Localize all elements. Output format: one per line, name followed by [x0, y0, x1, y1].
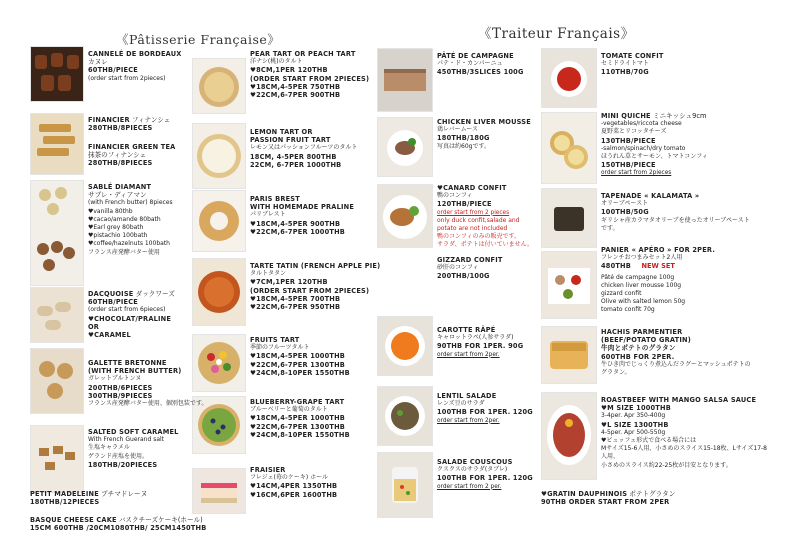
- item-name: ROASTBEEF WITH MANGO SALSA SAUCE: [601, 396, 757, 404]
- item-line: (order start from 6pieces): [88, 306, 166, 314]
- photo-tarte-tatin: [192, 258, 246, 326]
- item-line: (order start from 2pieces): [88, 74, 166, 82]
- item-line: OR: [88, 322, 100, 331]
- item-line: (with French butter) 8pieces: [88, 199, 173, 207]
- item-line: ゲランド産塩を使用。: [88, 452, 149, 460]
- photo-hachis: [541, 326, 597, 384]
- item-price: ♥22CM,6-7PER 950THB: [250, 303, 341, 312]
- item-price: 60THB/PIECE: [88, 298, 138, 307]
- new-set-badge: NEW SET: [641, 262, 675, 271]
- photo-couscous: [377, 452, 433, 518]
- photo-dacquoise: [30, 287, 84, 343]
- item-jp: フィナンシェ: [131, 116, 171, 124]
- item-dacquoise: [88, 290, 175, 339]
- item-line: ♥cacao/amande 80bath: [88, 215, 161, 223]
- item-line: ♥pistachio 100bath: [88, 232, 148, 240]
- item-line: フレンチおつまみセット2人用: [601, 254, 683, 262]
- item-note: order start from 2 per.: [437, 483, 502, 490]
- item-note: 鴨のコンフィのみの販売です。: [437, 233, 521, 241]
- item-blueberry-tart: [250, 398, 350, 439]
- photo-caramel: [30, 425, 84, 493]
- item-line: ♥CHOCOLAT/PRALINE: [88, 314, 172, 323]
- item-name: PETIT MADELEINE: [30, 490, 99, 498]
- item-line: 夏野菜とリコッタチーズ: [601, 128, 667, 136]
- item-line: With French Guerand salt: [88, 436, 165, 444]
- item-line: レモン又はパッションフルーツのタルト: [250, 144, 358, 152]
- item-price: 60THB/PIECE: [88, 66, 138, 75]
- item-panier-apero: [601, 246, 715, 315]
- item-name: SABLÉ DIAMANT: [88, 183, 152, 191]
- item-line: ガレットブルトンヌ: [88, 375, 142, 383]
- item-line: Olive with salted lemon 50g: [601, 298, 686, 306]
- item-line: ♥ビュッフェ形式で食べる場合には: [601, 437, 697, 445]
- photo-canard-confit: [377, 184, 433, 248]
- item-line: ♥Earl grey 80bath: [88, 224, 144, 232]
- item-line: (ORDER START FROM 2PIECES): [250, 74, 370, 83]
- item-line: サブレ・ディアマン: [88, 191, 147, 200]
- item-line: 生塩キャラメル: [88, 444, 130, 452]
- item-basque-cheese-cake: [30, 516, 206, 532]
- item-line: chicken liver mousse 100g: [601, 281, 682, 289]
- item-name: CAROTTE RÂPÉ: [437, 326, 496, 334]
- item-price: ♥22CM,6-7PER 1000THB: [250, 227, 346, 236]
- item-line: 牛肉とポテトのグラタン: [601, 344, 676, 353]
- item-price: ♥18CM,4-5PER 900THB: [250, 219, 341, 228]
- item-lentil: [437, 392, 533, 425]
- item-price: 180THB/12PIECES: [30, 498, 100, 507]
- item-name: DACQUOISE: [88, 290, 134, 298]
- item-price: ♥14CM,4PER 1350THB: [250, 482, 338, 491]
- item-price: 100THB FOR 1PER. 120G: [437, 474, 533, 483]
- item-name: ♥GRATIN DAUPHINOIS: [541, 490, 628, 498]
- item-name: FINANCIER GREEN TEA: [88, 143, 176, 151]
- item-line: パリブレスト: [250, 211, 286, 219]
- item-price: ♥L SIZE 1300THB: [601, 420, 669, 429]
- item-mini-quiche: [601, 112, 708, 178]
- item-roastbeef: [601, 396, 771, 470]
- item-price: ♥24CM,8-10PER 1550THB: [250, 430, 350, 439]
- item-name: PANIER « APÉRO » FOR 2PER.: [601, 246, 716, 254]
- item-gizzard-confit: [437, 256, 503, 281]
- photo-roastbeef: [541, 392, 597, 480]
- item-name: LEMON TART OR: [250, 128, 313, 136]
- item-price: 180THB/20PIECES: [88, 460, 158, 469]
- item-line: 3-4per. Apr 350-400g: [601, 412, 666, 420]
- photo-paris-brest: [192, 190, 246, 252]
- item-line: フランス産発酵バター使用、個別包装です。: [88, 400, 208, 408]
- item-price: ♥22CM,6-7PER 900THB: [250, 91, 341, 100]
- item-price: 100THB/50G: [601, 208, 649, 217]
- item-price: 120THB/PIECE: [437, 200, 492, 209]
- item-line: クスクスのサラダ(タブレ): [437, 466, 508, 474]
- item-name: FRAISIER: [250, 466, 286, 474]
- item-line: オリーブペースト: [601, 200, 649, 208]
- item-jp: ミニキッシュ9cm: [652, 112, 707, 120]
- item-name-2: WITH HOMEMADE PRALINE: [250, 203, 355, 212]
- traiteur-header: 《Traiteur Français》: [478, 26, 635, 42]
- photo-tapenade: [541, 188, 597, 248]
- item-line: ♥CARAMEL: [88, 331, 131, 340]
- photo-sable: [30, 180, 84, 286]
- item-price: 22CM, 6-7PER 1000THB: [250, 160, 342, 169]
- item-line: セミドライトマト: [601, 60, 649, 68]
- item-fraisier: [250, 466, 337, 499]
- photo-carotte: [377, 316, 433, 376]
- item-name: GIZZARD CONFIT: [437, 256, 503, 264]
- item-price: 300THB/9PIECES: [88, 391, 153, 400]
- item-name: FRUITS TART: [250, 336, 300, 344]
- item-canard-confit: [437, 184, 533, 250]
- photo-cannele: [30, 46, 84, 102]
- item-galette: [88, 359, 207, 408]
- photo-fraisier: [192, 468, 246, 514]
- item-pear-tart: [250, 50, 369, 99]
- item-note: only duck confit,salade and: [437, 216, 520, 224]
- item-petit-madeleine: [30, 490, 147, 506]
- item-carotte: [437, 326, 523, 359]
- item-jp: プチマドレーヌ: [101, 490, 148, 498]
- item-price: 100THB FOR 1PER. 120G: [437, 408, 533, 417]
- item-name: CHICKEN LIVER MOUSSE: [437, 118, 531, 126]
- patisserie-header: 《Pâtisserie Française》: [116, 32, 281, 47]
- item-name: FINANCIER: [88, 116, 130, 124]
- item-line: レンズ豆のサラダ: [437, 400, 485, 408]
- item-name: LENTIL SALADE: [437, 392, 497, 400]
- item-price: ♥16CM,6PER 1600THB: [250, 490, 338, 499]
- item-name: ♥CANARD CONFIT: [437, 184, 507, 192]
- item-line: ほうれん草とサーモン、トマトコンフィ: [601, 153, 708, 161]
- item-line: (ORDER START FROM 2PIECES): [250, 286, 370, 295]
- item-salted-caramel: [88, 428, 179, 469]
- item-name: BLUEBERRY-GRAPE TART: [250, 398, 345, 406]
- item-name: TOMATE CONFIT: [601, 52, 664, 60]
- item-price: 150THB/PIECE: [601, 161, 656, 170]
- item-line: 4-5per. Apr 500-550g: [601, 428, 666, 436]
- item-line: パテ・ド・カンパーニュ: [437, 60, 503, 68]
- item-price: ♥8CM,1PER 120THB: [250, 66, 328, 75]
- item-chicken-liver: [437, 118, 531, 151]
- item-name: SALADE COUSCOUS: [437, 458, 513, 466]
- item-line: 写真は約60gです。: [437, 142, 490, 150]
- item-price: 18CM, 4-5PER 800THB: [250, 152, 337, 161]
- photo-pate: [377, 48, 433, 112]
- item-price: 180THB/180G: [437, 134, 490, 143]
- item-line: ♥coffee/hazelnuts 100bath: [88, 240, 170, 248]
- item-couscous: [437, 458, 533, 491]
- item-sable: [88, 183, 173, 257]
- item-line: フランス産発酵バター使用: [88, 248, 160, 256]
- item-price: 90THB ORDER START FROM 2PER: [541, 498, 670, 507]
- item-line: Pâté de campagne 100g: [601, 273, 675, 281]
- item-line: ギリシャ産カラマタオリーブを使ったオリーブペーストです。: [601, 216, 750, 232]
- item-jp: ダックワーズ: [135, 290, 175, 298]
- item-line: Mサイズ15-6人用、小さめのスライス15-18枚、Lサイズ17-8人用、: [601, 445, 767, 461]
- item-price: 600THB FOR 2PER.: [601, 352, 675, 361]
- item-tapenade: [601, 192, 751, 233]
- item-price: ♥7CM,1PER 120THB: [250, 278, 328, 287]
- item-price: 280THB/8PIECES: [88, 124, 153, 133]
- item-price: ♥18CM,4-5PER 1000THB: [250, 414, 346, 423]
- item-price: 130THB/PIECE: [601, 136, 656, 145]
- item-price: ♥24CM,8-10PER 1550THB: [250, 368, 350, 377]
- photo-liver-mousse: [377, 117, 433, 177]
- item-price: 280THB/8PIECES: [88, 159, 153, 168]
- item-line: 季節のフルーツタルト: [250, 344, 310, 352]
- photo-lemon-tart: [192, 123, 246, 189]
- item-tomate-confit: [601, 52, 664, 77]
- item-name: BASQUE CHEESE CAKE: [30, 516, 117, 524]
- item-price: ♥22CM,6-7PER 1300THB: [250, 422, 346, 431]
- item-note: order start from 2 pieces: [437, 209, 510, 216]
- item-lemon-tart: [250, 128, 357, 169]
- item-paris-brest: [250, 195, 354, 236]
- item-gratin-dauphinois: [541, 490, 675, 506]
- item-price: ♥M SIZE 1000THB: [601, 404, 671, 413]
- item-name: TARTE TATIN (FRENCH APPLE PIE): [250, 262, 381, 270]
- item-price: ♥18CM,4-5PER 1000THB: [250, 352, 346, 361]
- item-line: カヌレ: [88, 58, 108, 67]
- item-note: potato are not included: [437, 225, 508, 233]
- item-price: 200THB/6PIECES: [88, 383, 153, 392]
- item-line: (WITH FRENCH BUTTER): [88, 367, 182, 376]
- item-name: MINI QUICHE: [601, 112, 651, 120]
- item-name: GALETTE BRETONNE: [88, 359, 167, 367]
- item-financier-green-tea: [88, 143, 175, 168]
- item-financier: [88, 116, 170, 132]
- item-price: ♥22CM,6-7PER 1300THB: [250, 360, 346, 369]
- item-hachis-parmentier: [601, 328, 751, 377]
- item-price: 480THB: [601, 262, 632, 271]
- item-jp: バスクチーズケーキ(ホール): [118, 516, 203, 524]
- item-line: 小さめのスライス約22-25枚が目安となります。: [601, 461, 732, 469]
- item-price: 450THB/3SLICES 100G: [437, 68, 524, 77]
- item-name-2: PASSION FRUIT TART: [250, 136, 331, 145]
- item-line: tomato confit 70g: [601, 306, 655, 314]
- item-jp: ポテトグラタン: [629, 490, 676, 498]
- item-name: PARIS BREST: [250, 195, 300, 203]
- item-name: CANNELÉ DE BORDEAUX: [88, 50, 182, 58]
- item-price: 15CM 600THB /20CM1080THB/ 25CM1450THB: [30, 524, 207, 533]
- item-line: -salmon/spinach/dry tomato: [601, 144, 686, 152]
- item-name: SALTED SOFT CARAMEL: [88, 428, 179, 436]
- photo-financier: [30, 113, 84, 175]
- item-line: フレジェ(苺のケーキ) ホール: [250, 474, 328, 482]
- item-line: ♥vanilla 80thb: [88, 207, 133, 215]
- item-price: ♥18CM,4-5PER 750THB: [250, 82, 341, 91]
- item-line: -vegetables/riccota cheese: [601, 120, 682, 128]
- item-line: ブルーベリーと葡萄のタルト: [250, 406, 328, 414]
- item-price: 90THB FOR 1PER. 90G: [437, 342, 524, 351]
- item-line: 鴨のコンフィ: [437, 192, 473, 200]
- item-tarte-tatin: [250, 262, 380, 311]
- photo-galette: [30, 348, 84, 414]
- item-line: 抹茶のフィナンシェ: [88, 151, 147, 160]
- photo-lentil: [377, 386, 433, 446]
- item-line: 牛ひき肉でじっくり煮込んだラグーとマッシュポテトのグラタン。: [601, 360, 751, 377]
- item-line: gizzard confit: [601, 290, 642, 298]
- item-price: 110THB/70G: [601, 68, 649, 77]
- item-name: TAPENADE « KALAMATA »: [601, 192, 700, 200]
- item-note: order start from 2pieces: [601, 170, 672, 177]
- item-pate: [437, 52, 524, 77]
- item-fruits-tart: [250, 336, 350, 377]
- item-price: ♥18CM,4-5PER 700THB: [250, 294, 341, 303]
- item-note: order start from 2per.: [437, 417, 500, 424]
- item-line: (BEEF/POTATO GRATIN): [601, 336, 691, 345]
- item-line: 砂肝のコンフィ: [437, 264, 479, 272]
- item-price: 200THB/100G: [437, 272, 490, 281]
- photo-tomate-confit: [541, 48, 597, 108]
- photo-mini-quiche: [541, 112, 597, 184]
- item-line: タルトタタン: [250, 270, 287, 278]
- photo-pear-tart: [192, 58, 246, 114]
- photo-panier: [541, 251, 597, 319]
- item-name: HACHIS PARMENTIER: [601, 328, 683, 336]
- item-line: キャロットラペ(人参サラダ): [437, 334, 514, 342]
- item-line: 洋ナシ(桃)のタルト: [250, 58, 303, 66]
- item-cannele: [88, 50, 182, 83]
- item-note: order start from 2per.: [437, 351, 500, 358]
- item-name: PEAR TART OR PEACH TART: [250, 50, 356, 58]
- item-note: サラダ、ポテトは付いていません。: [437, 241, 533, 249]
- item-line: 鶏レバームース: [437, 126, 478, 134]
- item-name: PÂTÉ DE CAMPAGNE: [437, 52, 514, 60]
